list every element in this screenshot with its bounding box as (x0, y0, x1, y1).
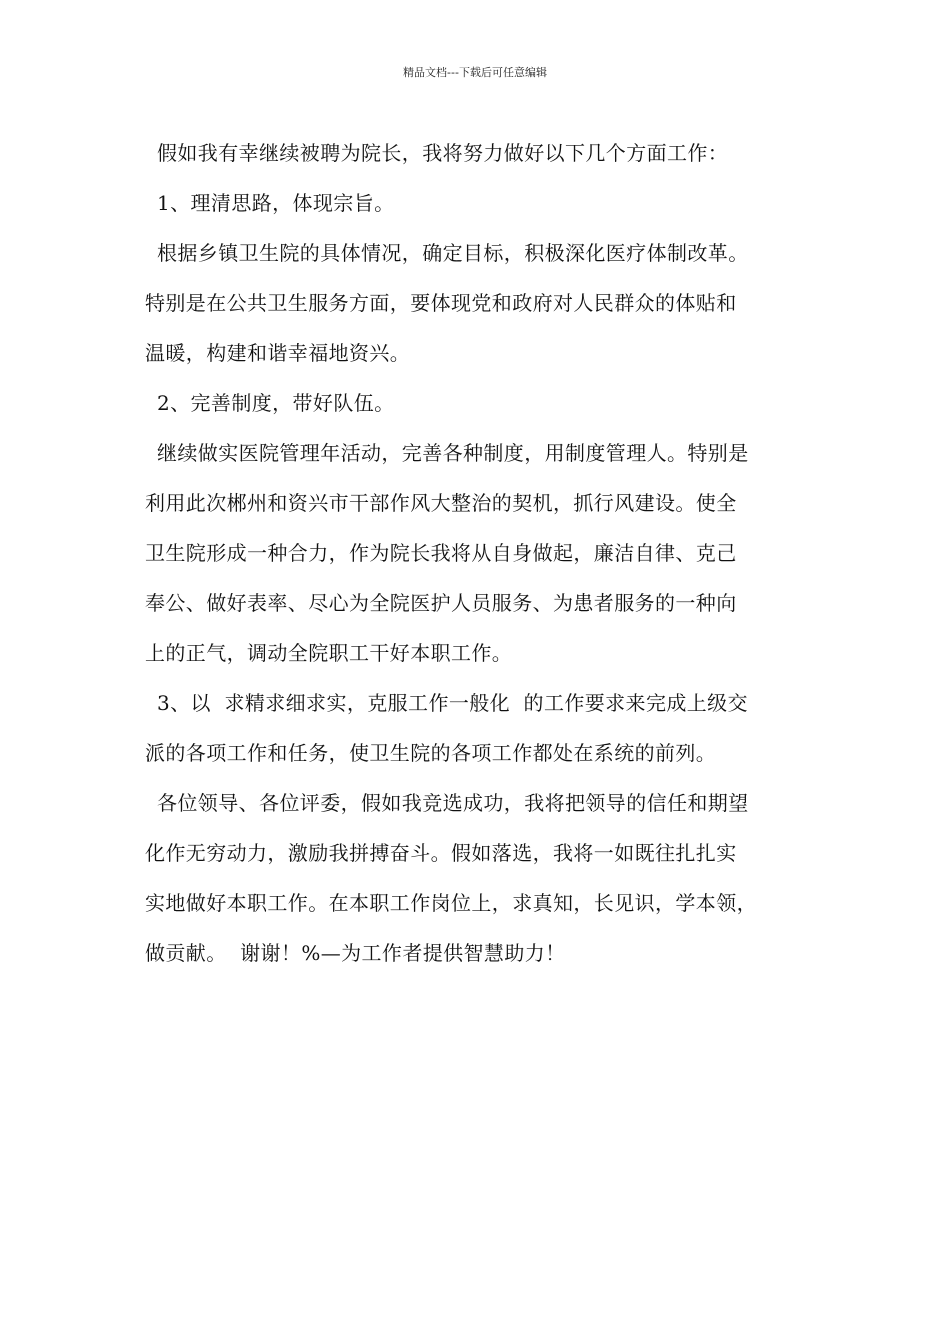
document-body (145, 128, 815, 978)
paragraph-intro: 假如我有幸继续被聘为院长，我将努力做好以下几个方面工作： (157, 141, 729, 165)
section-heading-3: 3、以 求精求细求实，克服工作一般化 的工作要求来完成上级交 (157, 691, 748, 715)
section-heading-2: 2、完善制度，带好队伍。 (157, 391, 395, 415)
paragraph-line: 各位领导、各位评委，假如我竞选成功，我将把领导的信任和期望 (157, 791, 749, 815)
paragraph-line: 上的正气，调动全院职工干好本职工作。 (145, 641, 513, 665)
paragraph-closing: 做贡献。 谢谢！%—为工作者提供智慧助力！ (145, 941, 566, 965)
paragraph-line: 温暖，构建和谐幸福地资兴。 (145, 341, 411, 365)
paragraph-line: 化作无穷动力，激励我拼搏奋斗。假如落选，我将一如既往扎扎实 (145, 841, 737, 865)
section-heading-1: 1、理清思路，体现宗旨。 (157, 191, 395, 215)
paragraph-line: 继续做实医院管理年活动，完善各种制度，用制度管理人。特别是 (157, 441, 749, 465)
paragraph-line: 实地做好本职工作。在本职工作岗位上，求真知，长见识，学本领， (145, 891, 757, 915)
paragraph-line: 派的各项工作和任务，使卫生院的各项工作都处在系统的前列。 (145, 741, 717, 765)
paragraph-line: 奉公、做好表率、尽心为全院医护人员服务、为患者服务的一种向 (145, 591, 737, 615)
paragraph-line: 特别是在公共卫生服务方面，要体现党和政府对人民群众的体贴和 (145, 291, 737, 315)
page-header: 精品文档---下载后可任意编辑 (403, 66, 547, 79)
paragraph-line: 利用此次郴州和资兴市干部作风大整治的契机，抓行风建设。使全 (145, 491, 737, 515)
paragraph-line: 根据乡镇卫生院的具体情况，确定目标，积极深化医疗体制改革。 (157, 241, 749, 265)
paragraph-line: 卫生院形成一种合力，作为院长我将从自身做起，廉洁自律、克己 (145, 541, 737, 565)
